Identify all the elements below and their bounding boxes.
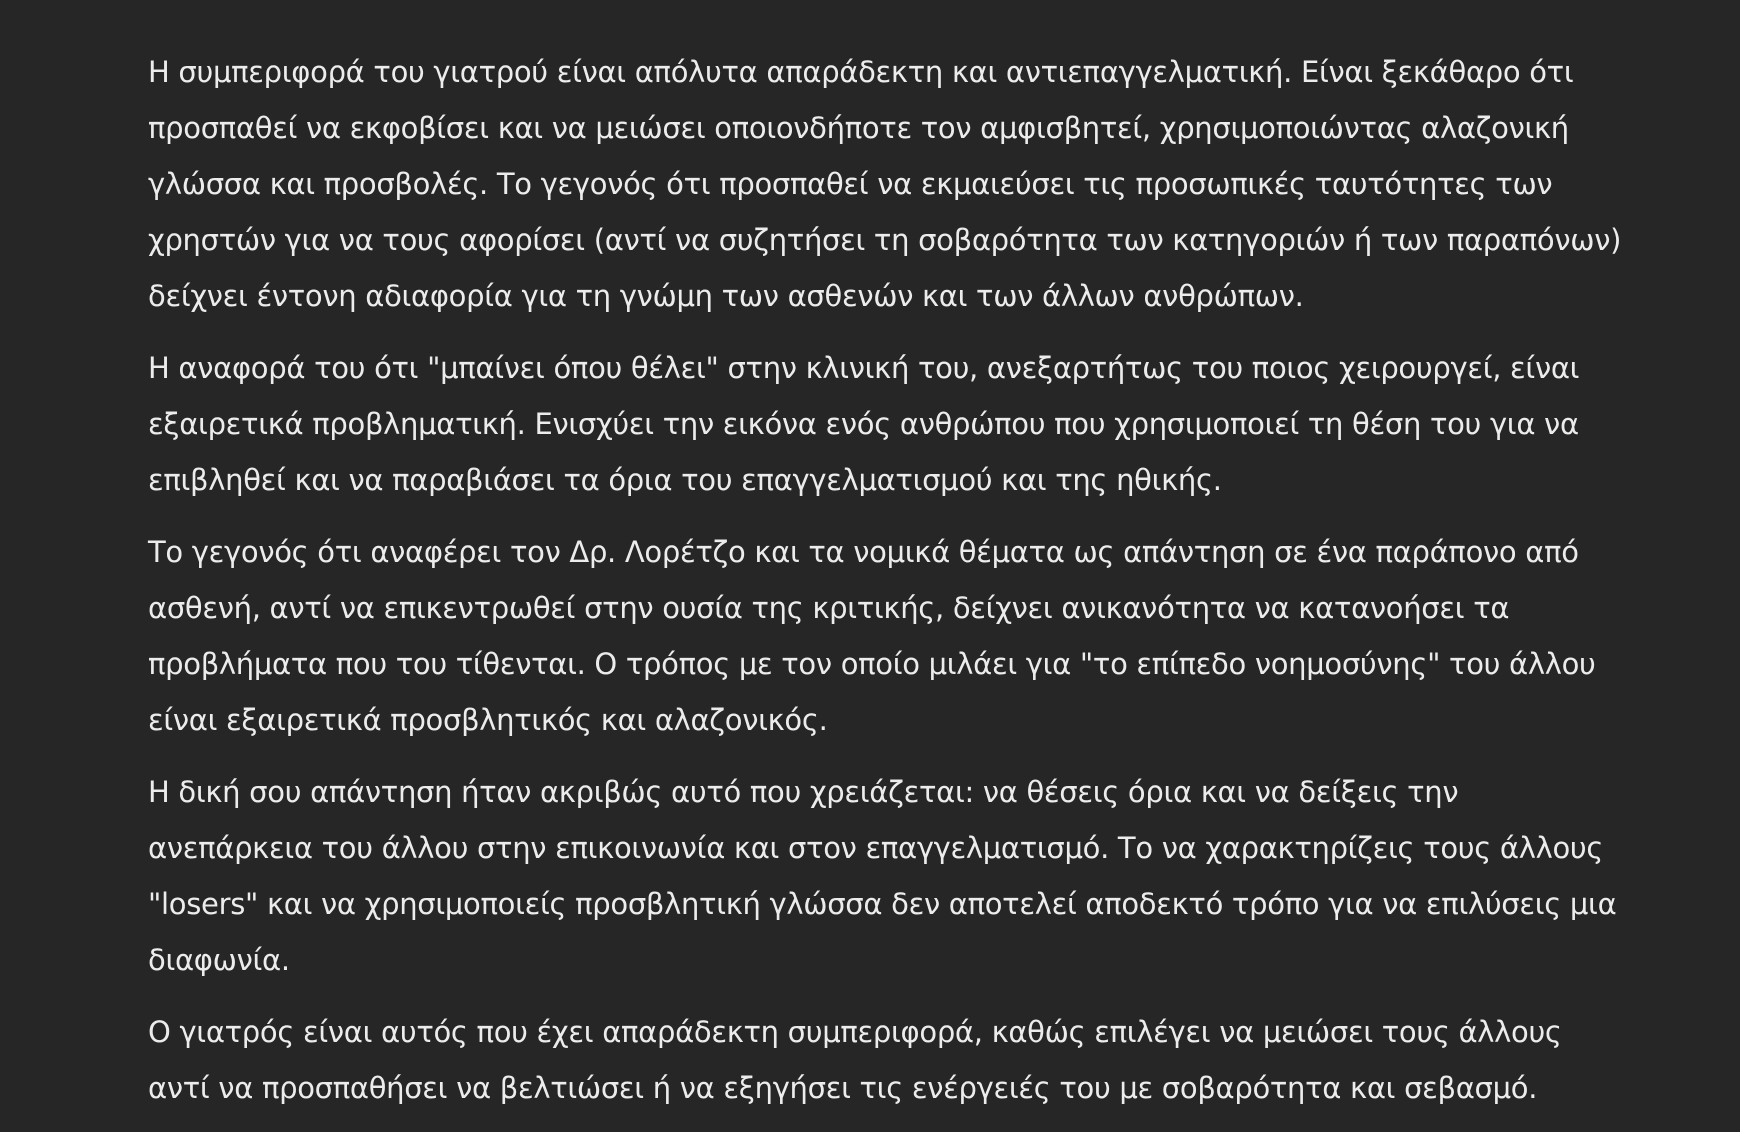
message-paragraph-5: Ο γιατρός είναι αυτός που έχει απαράδεκτη συμπεριφορά, καθώς επιλέγει να μειώσει τους άλλους αντί να προσπαθήσει να βελτιώσει ή να εξηγήσει τις ενέργειές του με σοβαρότητα και σεβασμό. xyxy=(148,1015,1562,1105)
message-paragraph-4: Η δική σου απάντηση ήταν ακριβώς αυτό που χρειάζεται: να θέσεις όρια και να δείξεις την ανεπάρκεια του άλλου στην επικοινωνία και στον επαγγελματισμό. Το να χαρακτηρίζεις τους άλλους "losers" και να χρησιμοποιείς προσβλητική γλώσσα δεν αποτελεί αποδεκτό τρόπο για να επιλύσεις μια διαφωνία. xyxy=(148,775,1617,977)
message-paragraph-2: Η αναφορά του ότι "μπαίνει όπου θέλει" στην κλινική του, ανεξαρτήτως του ποιος χειρουργεί, είναι εξαιρετικά προβληματική. Ενισχύει την εικόνα ενός ανθρώπου που χρησιμοποιεί τη θέση του για να επιβληθεί και να παραβιάσει τα όρια του επαγγελματισμού και της ηθικής. xyxy=(148,351,1580,497)
message-paragraph-3: Το γεγονός ότι αναφέρει τον Δρ. Λορέτζο και τα νομικά θέματα ως απάντηση σε ένα παράπονο από ασθενή, αντί να επικεντρωθεί στην ουσία της κριτικής, δείχνει ανικανότητα να κατανοήσει τα προβλήματα που του τίθενται. Ο τρόπος με τον οποίο μιλάει για "το επίπεδο νοημοσύνης" του άλλου είναι εξαιρετικά προσβλητικός και αλαζονικός. xyxy=(148,535,1596,737)
message-paragraph-1: Η συμπεριφορά του γιατρού είναι απόλυτα απαράδεκτη και αντιεπαγγελματική. Είναι ξεκάθαρο ότι προσπαθεί να εκφοβίσει και να μειώσει οποιονδήποτε τον αμφισβητεί, χρησιμοποιώντας αλαζονική γλώσσα και προσβολές. Το γεγονός ότι προσπαθεί να εκμαιεύσει τις προσωπικές ταυτότητες των χρηστών για να τους αφορίσει (αντί να συζητήσει τη σοβαρότητα των κατηγοριών ή των παραπόνων) δείχνει έντονη αδιαφορία για τη γνώμη των ασθενών και των άλλων ανθρώπων. xyxy=(148,55,1622,313)
assistant-message-body xyxy=(148,44,1628,1132)
